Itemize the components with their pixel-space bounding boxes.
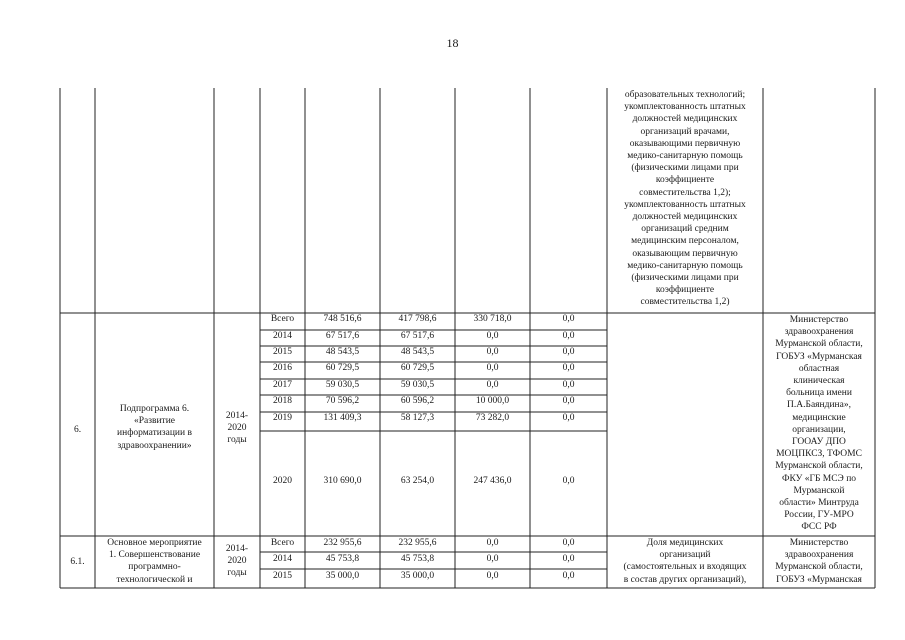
- year-cell-regional: 48 543,5: [400, 347, 435, 357]
- year-cell-other: 0,0: [562, 554, 575, 564]
- year-cell-federal: 0,0: [486, 554, 499, 564]
- page-number: 18: [446, 36, 459, 50]
- row-executors: Министерство здравоохранения Мурманской области, ГОБУЗ «Мурманская областная клиническая больница имени П.А.Баяндина», медицинские организации, ГООАУ ДПО МОЦПКСЗ, ТФОМС Мурманской области, ФКУ «ГБ МСЭ по Мурманской области» Минтруда России, ГУ-МРО ФСС РФ: [775, 315, 863, 533]
- top-indicators-text: образовательных технологий; укомплектованность штатных должностей медицинских организаций врачами, оказывающими первичную медико-санитарную помощь (физическими лицами при коэффициенте совместительства 1,2); укомплектованность штатных должностей медицинских организаций средним медицинским персоналом, оказывающим первичную медико-санитарную помощь (физическими лицами при коэффициенте совместительства 1,2): [624, 90, 746, 308]
- year-cell-year: 2015: [273, 571, 292, 581]
- row-number: 6.1.: [70, 557, 85, 567]
- year-cell-regional: 417 798,6: [398, 314, 437, 324]
- year-cell-total: 67 517,6: [325, 331, 360, 341]
- year-cell-regional: 58 127,3: [400, 413, 435, 423]
- year-cell-total: 232 955,6: [323, 538, 362, 548]
- year-cell-year: Всего: [270, 314, 295, 324]
- year-cell-federal: 247 436,0: [473, 476, 512, 486]
- year-cell-other: 0,0: [562, 571, 575, 581]
- year-cell-other: 0,0: [562, 347, 575, 357]
- row-number: 6.: [73, 425, 82, 435]
- year-cell-other: 0,0: [562, 538, 575, 548]
- year-cell-regional: 67 517,6: [400, 331, 435, 341]
- year-cell-total: 59 030,5: [325, 380, 360, 390]
- year-cell-regional: 35 000,0: [400, 571, 435, 581]
- year-cell-regional: 232 955,6: [398, 538, 437, 548]
- year-cell-year: 2016: [273, 363, 292, 373]
- year-cell-regional: 60 729,5: [400, 363, 435, 373]
- year-cell-federal: 0,0: [486, 571, 499, 581]
- year-cell-regional: 59 030,5: [400, 380, 435, 390]
- year-cell-other: 0,0: [562, 363, 575, 373]
- year-cell-year: 2019: [273, 413, 292, 423]
- year-cell-year: Всего: [270, 538, 295, 548]
- year-cell-other: 0,0: [562, 380, 575, 390]
- year-cell-other: 0,0: [562, 396, 575, 406]
- year-cell-federal: 0,0: [486, 538, 499, 548]
- row-name: Подпрограмма 6. «Развитие информатизации в здравоохранении»: [117, 404, 192, 451]
- year-cell-other: 0,0: [562, 331, 575, 341]
- year-cell-regional: 63 254,0: [400, 476, 435, 486]
- year-cell-regional: 60 596,2: [400, 396, 435, 406]
- year-cell-other: 0,0: [562, 314, 575, 324]
- year-cell-federal: 0,0: [486, 331, 499, 341]
- year-cell-total: 748 516,6: [323, 314, 362, 324]
- year-cell-federal: 10 000,0: [475, 396, 510, 406]
- year-cell-year: 2015: [273, 347, 292, 357]
- row-period: 2014- 2020 годы: [225, 544, 249, 579]
- year-cell-total: 60 729,5: [325, 363, 360, 373]
- year-cell-total: 45 753,8: [325, 554, 360, 564]
- row-name: Основное мероприятие 1. Совершенствование программно- технологической и: [107, 538, 202, 585]
- row-executors: Министерство здравоохранения Мурманской области, ГОБУЗ «Мурманская: [775, 538, 863, 585]
- year-cell-federal: 73 282,0: [475, 413, 510, 423]
- year-cell-federal: 0,0: [486, 363, 499, 373]
- year-cell-total: 70 596,2: [325, 396, 360, 406]
- year-cell-total: 310 690,0: [323, 476, 362, 486]
- year-cell-total: 131 409,3: [323, 413, 362, 423]
- year-cell-year: 2017: [273, 380, 292, 390]
- row-period: 2014- 2020 годы: [225, 411, 249, 446]
- year-cell-other: 0,0: [562, 476, 575, 486]
- year-cell-total: 48 543,5: [325, 347, 360, 357]
- year-cell-year: 2014: [273, 554, 292, 564]
- year-cell-federal: 0,0: [486, 347, 499, 357]
- year-cell-other: 0,0: [562, 413, 575, 423]
- year-cell-year: 2014: [273, 331, 292, 341]
- year-cell-year: 2018: [273, 396, 292, 406]
- year-cell-year: 2020: [273, 476, 292, 486]
- row-indicator: Доля медицинских организаций (самостоятельных и входящих в состав других организаций),: [623, 538, 747, 585]
- year-cell-federal: 0,0: [486, 380, 499, 390]
- year-cell-total: 35 000,0: [325, 571, 360, 581]
- year-cell-federal: 330 718,0: [473, 314, 512, 324]
- year-cell-regional: 45 753,8: [400, 554, 435, 564]
